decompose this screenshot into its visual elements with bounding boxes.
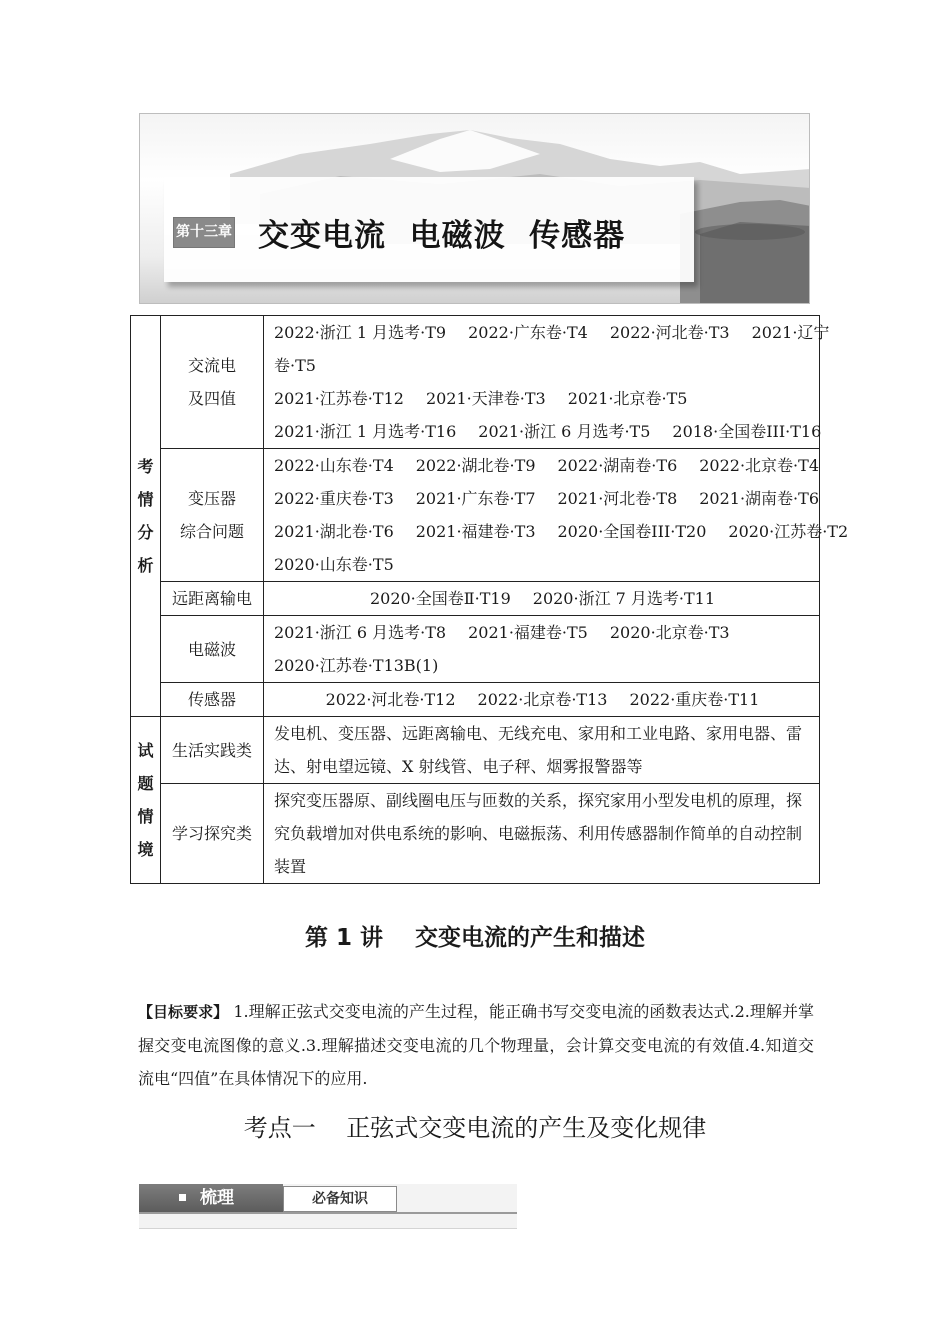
exam-reference: 2020·江苏卷·T2 bbox=[728, 522, 849, 541]
exam-reference: 2021·浙江 6 月选考·T8 bbox=[274, 623, 447, 642]
section-label-char: 析 bbox=[137, 556, 154, 575]
topic-label: 电磁波 bbox=[187, 639, 236, 659]
reference-line bbox=[274, 616, 811, 649]
table-row bbox=[131, 449, 820, 582]
square-bullet-icon bbox=[179, 1194, 186, 1201]
exam-reference: 2021·河北卷·T8 bbox=[557, 489, 678, 508]
exam-reference: 2022·湖北卷·T9 bbox=[415, 456, 536, 475]
learning-goals bbox=[138, 995, 814, 1095]
exam-reference: 2021·浙江 6 月选考·T5 bbox=[478, 422, 651, 441]
topic-label: 变压器 bbox=[187, 489, 236, 508]
exam-reference: 2022·重庆卷·T11 bbox=[629, 690, 760, 709]
topic-cell bbox=[161, 582, 264, 616]
table-row bbox=[131, 582, 820, 616]
scenario-cell bbox=[264, 717, 820, 784]
section-label-char: 考 bbox=[137, 457, 154, 476]
section-label-cell bbox=[131, 316, 161, 717]
reference-cell bbox=[264, 449, 849, 582]
key-point-title: 考点一 正弦式交变电流的产生及变化规律 bbox=[243, 1114, 707, 1142]
exam-reference: 2022·浙江 1 月选考·T9 bbox=[274, 323, 447, 342]
reference-cell bbox=[264, 316, 830, 449]
scenario-cell bbox=[264, 784, 820, 884]
topic-cell bbox=[161, 449, 264, 582]
topic-cell bbox=[161, 784, 264, 884]
section-label-char: 分 bbox=[137, 523, 154, 542]
topic-label: 综合问题 bbox=[179, 522, 244, 541]
exam-reference: 2021·辽宁 bbox=[751, 323, 830, 342]
topic-label: 传感器 bbox=[187, 690, 236, 709]
section-label-char: 题 bbox=[137, 774, 154, 793]
reference-line bbox=[274, 449, 819, 482]
reference-cell bbox=[264, 582, 820, 616]
section-label-cell bbox=[131, 717, 161, 884]
reference-line bbox=[274, 582, 811, 615]
reference-line bbox=[274, 683, 811, 716]
table-row bbox=[131, 616, 820, 683]
topic-cell bbox=[161, 683, 264, 717]
reference-line bbox=[274, 482, 819, 515]
exam-reference: 2022·河北卷·T12 bbox=[325, 690, 456, 709]
topic-label: 及四值 bbox=[187, 389, 236, 408]
exam-reference: 2021·广东卷·T7 bbox=[415, 489, 536, 508]
table-row bbox=[131, 784, 820, 884]
scenario-text: 探究变压器原、副线圈电压与匝数的关系，探究家用小型发电机的原理，探究负载增加对供电系统的影响、电磁振荡、利用传感器制作简单的自动控制装置 bbox=[274, 791, 803, 876]
exam-reference: 2022·广东卷·T4 bbox=[468, 323, 588, 342]
reference-line bbox=[274, 515, 849, 548]
section-label-char: 情 bbox=[137, 807, 154, 826]
exam-reference: 2021·天津卷·T3 bbox=[425, 389, 546, 408]
section-subtitle: 必备知识 bbox=[283, 1186, 397, 1212]
chapter-title: 交变电流 电磁波 传感器 bbox=[258, 218, 626, 254]
exam-reference: 2020·山东卷·T5 bbox=[274, 555, 394, 574]
reference-line bbox=[274, 548, 811, 581]
exam-reference: 2021·福建卷·T5 bbox=[468, 623, 588, 642]
chapter-banner bbox=[139, 113, 810, 304]
exam-reference: 2022·河北卷·T3 bbox=[609, 323, 730, 342]
exam-reference: 2020·全国卷III·T20 bbox=[557, 522, 707, 541]
exam-reference: 2021·湖南卷·T6 bbox=[699, 489, 819, 508]
exam-reference: 2022·重庆卷·T3 bbox=[274, 489, 394, 508]
exam-reference: 卷·T5 bbox=[274, 356, 316, 375]
section-tab bbox=[139, 1184, 283, 1212]
exam-reference: 2018·全国卷III·T16 bbox=[672, 422, 822, 441]
table-row bbox=[131, 316, 820, 449]
topic-label: 学习探究类 bbox=[171, 824, 252, 843]
section-divider bbox=[139, 1212, 517, 1214]
exam-reference: 2021·江苏卷·T12 bbox=[274, 389, 404, 408]
exam-reference: 2020·全国卷Ⅱ·T19 bbox=[369, 589, 511, 608]
topic-label: 交流电 bbox=[187, 356, 236, 375]
table-row bbox=[131, 683, 820, 717]
table-row bbox=[131, 717, 820, 784]
exam-reference: 2022·北京卷·T4 bbox=[699, 456, 819, 475]
exam-reference: 2021·湖北卷·T6 bbox=[274, 522, 394, 541]
section-tab-label: 梳理 bbox=[200, 1188, 234, 1208]
scenario-text: 发电机、变压器、远距离输电、无线充电、家用和工业电路、家用电器、雷达、射电望远镜、X 射线管、电子秤、烟雾报警器等 bbox=[274, 724, 803, 776]
goals-text: 1.理解正弦式交变电流的产生过程，能正确书写交变电流的函数表达式.2.理解并掌握交变电流图像的意义.3.理解描述交变电流的几个物理量，会计算交变电流的有效值.4.知道交流电“四值”在具体情况下的应用. bbox=[138, 1002, 814, 1088]
exam-reference: 2021·浙江 1 月选考·T16 bbox=[274, 422, 457, 441]
exam-reference: 2020·北京卷·T3 bbox=[609, 623, 730, 642]
reference-line bbox=[274, 316, 830, 349]
exam-reference: 2020·浙江 7 月选考·T11 bbox=[532, 589, 716, 608]
reference-line bbox=[274, 649, 811, 682]
reference-line bbox=[274, 349, 811, 382]
reference-line bbox=[274, 415, 822, 448]
section-header-bar bbox=[139, 1184, 517, 1229]
topic-label: 远距离输电 bbox=[171, 589, 252, 608]
exam-reference: 2021·福建卷·T3 bbox=[415, 522, 536, 541]
section-label-char: 情 bbox=[137, 490, 154, 509]
topic-cell bbox=[161, 616, 264, 683]
topic-cell bbox=[161, 717, 264, 784]
goals-label: 【目标要求】 bbox=[138, 1003, 229, 1021]
exam-reference: 2021·北京卷·T5 bbox=[567, 389, 688, 408]
reference-line bbox=[274, 382, 811, 415]
topic-cell bbox=[161, 316, 264, 449]
reference-cell bbox=[264, 616, 820, 683]
section-label-char: 境 bbox=[137, 840, 154, 859]
exam-reference: 2020·江苏卷·T13B(1) bbox=[274, 656, 439, 675]
exam-reference: 2022·北京卷·T13 bbox=[477, 690, 608, 709]
lecture-title: 第 1 讲 交变电流的产生和描述 bbox=[304, 925, 646, 951]
exam-reference: 2022·湖南卷·T6 bbox=[557, 456, 678, 475]
section-label-char: 试 bbox=[137, 741, 154, 760]
exam-analysis-table bbox=[130, 315, 849, 884]
exam-reference: 2022·山东卷·T4 bbox=[274, 456, 394, 475]
chapter-number-tag: 第十三章 bbox=[173, 217, 235, 248]
topic-label: 生活实践类 bbox=[171, 740, 252, 760]
reference-cell bbox=[264, 683, 820, 717]
